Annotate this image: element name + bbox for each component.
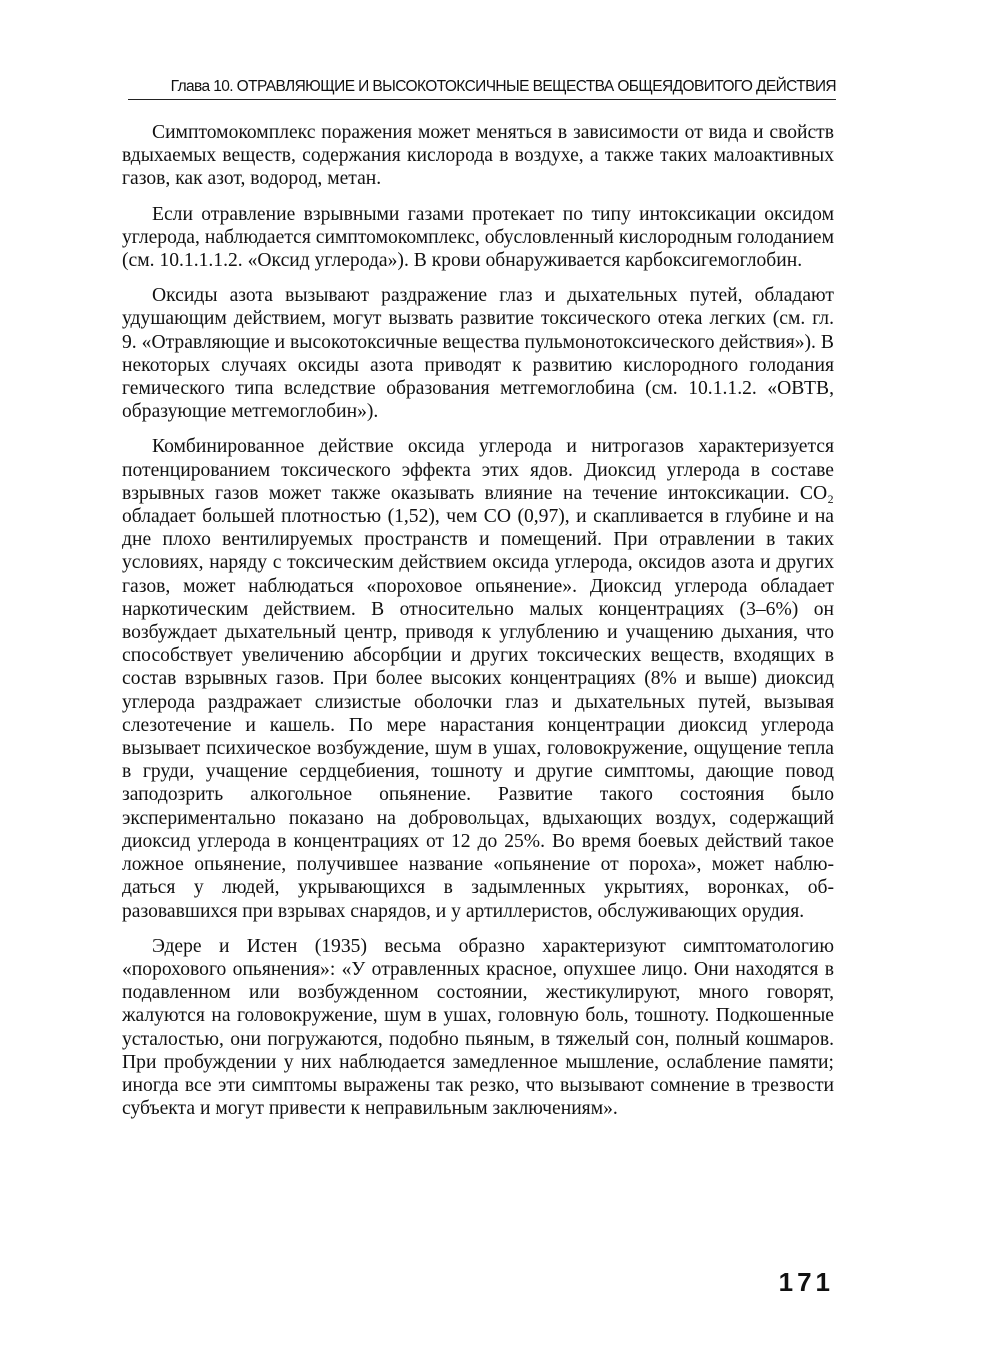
paragraph-2: Если отравление взрывными газами протекает по типу интоксикации оксидом углерода, наблюдается симптомокомплекс, обусловленный кислородным голоданием (см. 10.1.1.1.2. «Оксид углерода»). В крови обнаруживается карбоксигемоглобин. [122,203,834,272]
page-number: 171 [778,1267,834,1297]
running-header: Глава 10. ОТРАВЛЯЮЩИЕ И ВЫСОКОТОКСИЧНЫЕ ВЕЩЕСТВА ОБЩЕЯДОВИТОГО ДЕЙСТВИЯ [170,78,836,95]
paragraph-4: Комбинированное действие оксида углерода и нитрогазов характеризуется потенцированием токсического эффекта этих ядов. Диоксид углерода в составе взрывных газов может также оказывать влияние на течение интоксикации. CO₂ обладает большей плотностью (1,52), чем CO (0,97), и скапливается в глубине и на дне плохо вентилируемых пространств и помещений. При отравлении в таких условиях, наряду с токсическим действием оксида углерода, оксидов азота и других газов, может наблюдаться «пороховое опьянение». Диоксид углерода обладает наркотическим действием. В относительно малых концентрациях (3–6%) он возбуждает дыхательный центр, приводя к углублению и учащению дыхания, что способствует увеличению абсорбции и других токсических веществ, входящих в состав взрывных газов. При более высоких концентрациях (8% и выше) диоксид углерода раздражает слизистые оболочки глаз и дыхательных путей, вызывая слезотечение и кашель. По мере нарастания концентрации диоксид углерода вызывает психическое возбуждение, шум в ушах, головокружение, ощущение тепла в груди, учащение сердцебиения, тошноту и другие симптомы, дающие повод заподозрить алкогольное опьянение. Развитие такого состояния было экспериментально показано на добровольцах, вдыхающих воздух, содержащий диоксид углерода в концентрациях от 12 до 25%. Во время боевых действий такое ложное опьянение, получившее название «опьянение от пороха», может наблюдаться у людей, укрывающихся в задымленных укрытиях, воронках, образовавшихся при взрывах снарядов, и у артиллеристов, обслуживающих орудия. [122,436,834,922]
paragraph-3: Оксиды азота вызывают раздражение глаз и дыхательных путей, обладают удушающим действием, могут вызвать развитие токсического отека легких (см. гл. 9. «Отравляющие и высокотоксичные вещества пульмонотоксического действия»). В некоторых случаях оксиды азота приводят к развитию кислородного голодания гемического типа вследствие образования метгемоглобина (см. 10.1.1.2. «ОВТВ, образующие метгемоглобин»). [122,285,834,423]
body-text [122,121,834,1120]
paragraph-1: Симптомокомплекс поражения может меняться в зависимости от вида и свойств вдыхаемых веществ, содержания кислорода в воздухе, а также таких малоактивных газов, как азот, водород, метан. [122,122,834,190]
paragraph-5: Эдере и Истен (1935) весьма образно характеризуют симптоматологию «порохового опьянения»: «У отравленных красное, опухшее лицо. Они находятся в подавленном или возбужденном состоянии, жестикулируют, много говорят, жалуются на головокружение, шум в ушах, головную боль, тошноту. Подкошенные усталостью, они погружаются, подобно пьяным, в тяжелый сон, полный кошмаров. При пробуждении у них наблюдается замедленное мышление, ослабление памяти; иногда все эти симптомы выражены так резко, что вызывают сомнение в трезвости субъекта и могут привести к неправильным заключениям». [122,935,834,1120]
header-rule [128,99,836,100]
